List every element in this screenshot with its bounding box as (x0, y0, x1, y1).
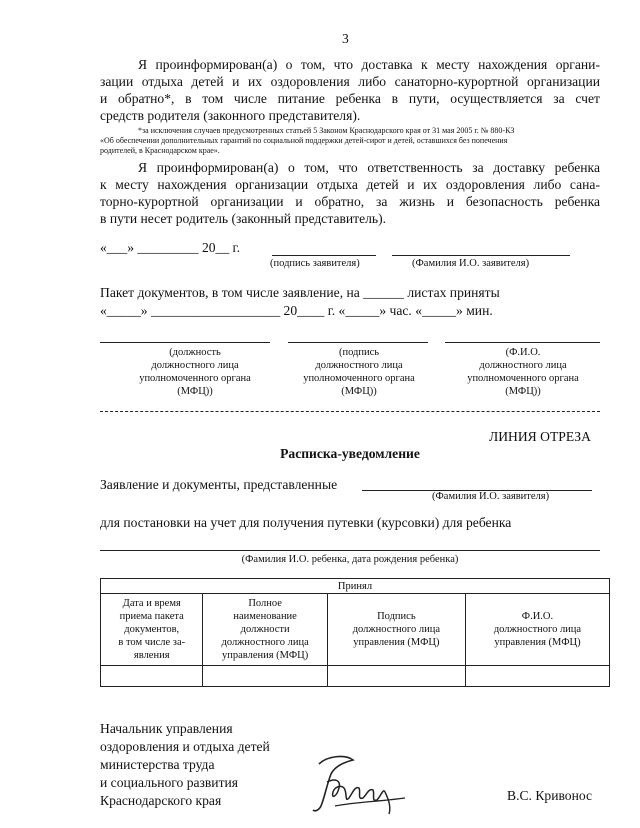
cell-line: в том числе за- (118, 637, 186, 648)
table-header-cell (465, 594, 609, 666)
cell-line: наименование (233, 611, 297, 622)
packet-received-line[interactable]: Пакет документов, в том числе заявление, на ______ листах приняты (100, 285, 500, 300)
paragraph-line: к месту нахождения организации отдыха детей и их оздоровления либо сана- (100, 177, 600, 192)
caption-line: уполномоченного органа (139, 373, 251, 384)
receipt-table (100, 578, 610, 687)
official-position-line[interactable] (100, 342, 270, 343)
table-row (101, 594, 610, 666)
table-header-cell (101, 594, 203, 666)
handwritten-signature (305, 752, 415, 816)
cell-line: приема пакета (119, 611, 184, 622)
signer-title-line: Начальник управления (100, 721, 233, 736)
official-name-caption (448, 346, 598, 398)
receipt-applicant-caption: (Фамилия И.О. заявителя) (432, 491, 550, 502)
paragraph-line: средств родителя (законного представителя). (100, 108, 361, 123)
caption-line: (должность (169, 347, 221, 358)
receipt-submitted-label: Заявление и документы, представленные (100, 477, 338, 492)
caption-line: (Ф.И.О. (505, 347, 541, 358)
table-header-cell (327, 594, 465, 666)
caption-line: (МФЦ)) (177, 386, 213, 397)
signer-name: В.С. Кривонос (507, 788, 593, 803)
paragraph-line: зации отдыха детей и их оздоровления либо санаторно-курортной организации (100, 74, 600, 89)
applicant-date-field[interactable]: «___» _________ 20__ г. (100, 240, 240, 255)
table-row (101, 666, 610, 687)
cell-line: Дата и время (122, 598, 181, 609)
caption-line: (МФЦ)) (505, 386, 541, 397)
cell-line: должностного лица (221, 637, 309, 648)
signer-title-line: Краснодарского края (100, 793, 222, 808)
cell-line: Подпись (377, 611, 416, 622)
cell-line: должностного лица (493, 624, 582, 635)
cell-line: управления (МФЦ) (221, 650, 309, 661)
table-cell[interactable] (101, 666, 203, 687)
official-signature-line[interactable] (288, 342, 428, 343)
caption-line: (МФЦ)) (341, 386, 377, 397)
applicant-signature-line[interactable] (272, 255, 376, 256)
caption-line: должностного лица (479, 360, 567, 371)
official-signature-caption (284, 346, 434, 398)
cell-line: должности (240, 624, 290, 635)
receipt-purpose-label: для постановки на учет для получения путевки (курсовки) для ребенка (100, 515, 512, 530)
page-number: 3 (342, 31, 349, 46)
cell-line: документов, (124, 624, 180, 635)
caption-line: уполномоченного органа (467, 373, 579, 384)
official-position-caption (120, 346, 270, 398)
cell-line: управления (МФЦ) (494, 637, 581, 648)
paragraph-line: Я проинформирован(а) о том, что доставка к месту нахождения органи- (138, 57, 600, 72)
caption-line: должностного лица (315, 360, 403, 371)
footnote-line: родителей, в Краснодарском крае». (100, 146, 220, 155)
name-caption: (Фамилия И.О. заявителя) (412, 258, 530, 269)
applicant-name-line[interactable] (392, 255, 570, 256)
signer-title (100, 720, 270, 810)
paragraph-line: и обратно*, в том числе питание ребенка в пути, осуществляется за счет (100, 91, 600, 106)
paragraph-line: в пути несет родитель (законный представитель). (100, 211, 387, 226)
receipt-child-name-line[interactable] (100, 550, 600, 551)
cell-line: Ф.И.О. (521, 611, 554, 622)
signer-title-line: оздоровления и отдыха детей (100, 739, 270, 754)
official-name-line[interactable] (445, 342, 600, 343)
cut-line-label: ЛИНИЯ ОТРЕЗА (489, 429, 591, 444)
paragraph-line: торно-курортной организации и обратно, за жизнь и безопасность ребенка (100, 194, 600, 209)
table-header-cell (203, 594, 327, 666)
caption-line: (подпись (338, 347, 380, 358)
caption-line: должностного лица (151, 360, 239, 371)
receipt-child-caption: (Фамилия И.О. ребенка, дата рождения ребенка) (241, 554, 459, 565)
receipt-title: Расписка-уведомление (280, 446, 420, 461)
footnote-line: «Об обеспечении дополнительных гарантий по социальной поддержки детей-сирот и детей, оставшихся без попечения (100, 136, 508, 145)
table-cell[interactable] (327, 666, 465, 687)
signer-title-line: министерства труда (100, 757, 215, 772)
signer-title-line: и социального развития (100, 775, 239, 790)
table-cell[interactable] (465, 666, 609, 687)
cell-line: Полное (248, 598, 282, 609)
paragraph-line: Я проинформирован(а) о том, что ответственность за доставку ребенка (138, 160, 600, 175)
table-cell[interactable] (203, 666, 327, 687)
cut-line (100, 411, 600, 412)
cell-line: должностного лица (352, 624, 440, 635)
signature-caption: (подпись заявителя) (270, 258, 360, 269)
footnote-line: *за исключения случаев предусмотренных статьей 5 Законом Краснодарского края от 31 мая 2005 г. № 880-КЗ (138, 126, 515, 135)
packet-received-datetime[interactable]: «_____» ___________________ 20____ г. «_____» час. «_____» мин. (100, 303, 493, 318)
cell-line: управления (МФЦ) (353, 637, 440, 648)
cell-line: явления (133, 650, 170, 661)
table-header: Принял (101, 579, 610, 594)
caption-line: уполномоченного органа (303, 373, 415, 384)
